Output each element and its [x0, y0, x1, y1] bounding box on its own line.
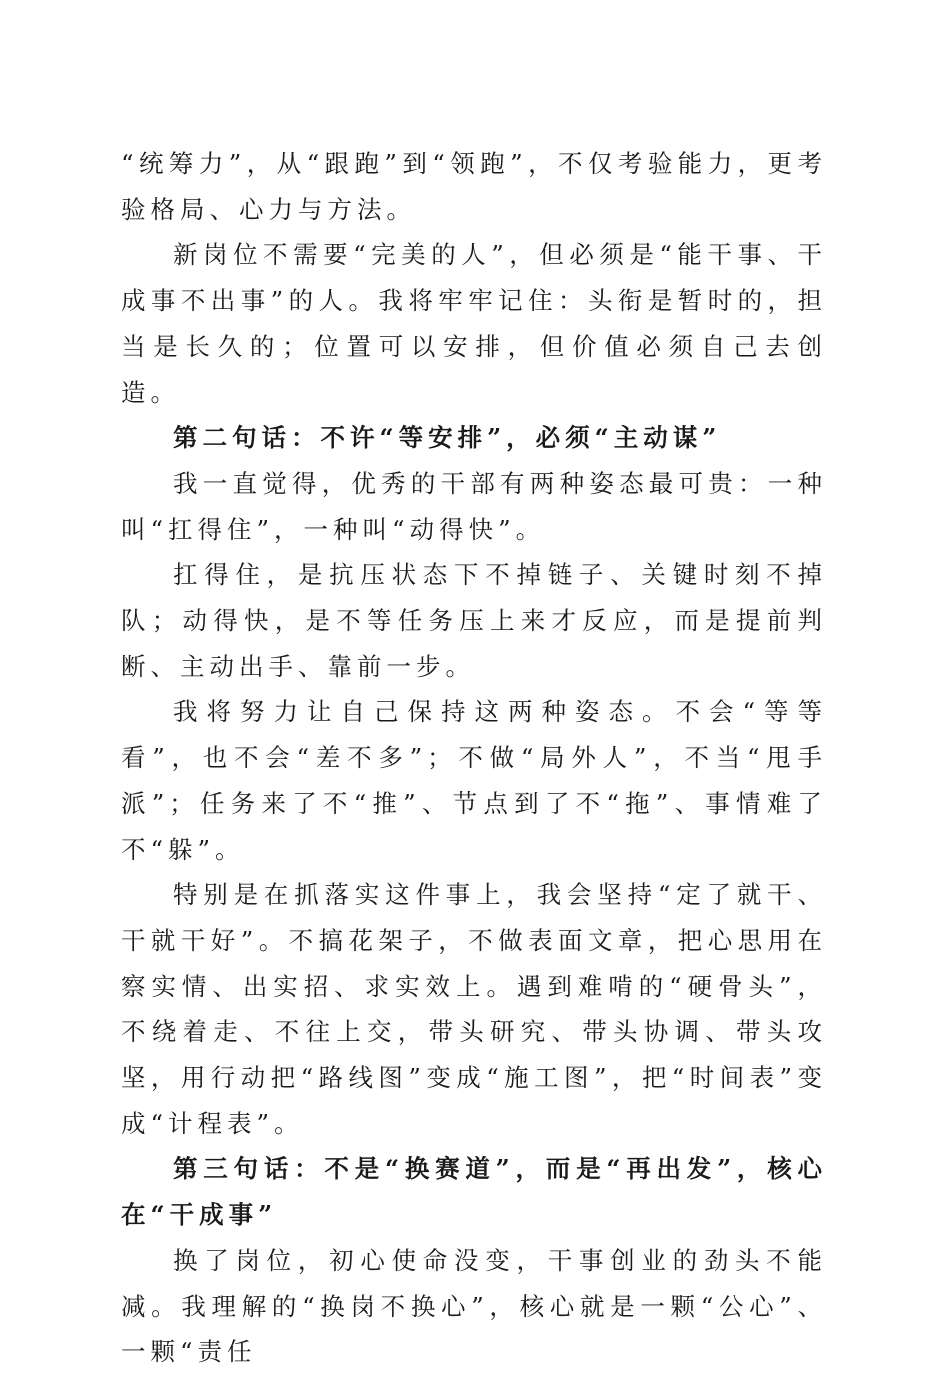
paragraph-continued: “统筹力”，从“跟跑”到“领跑”，不仅考验能力，更考验格局、心力与方法。 [121, 149, 827, 224]
paragraph-commitment: 我将努力让自己保持这两种姿态。不会“等等看”，也不会“差不多”；不做“局外人”，不当“甩手派”；任务来了不“推”、节点到了不“拖”、事情难了不“躲”。 [121, 697, 827, 864]
paragraph-new-position: 换了岗位，初心使命没变，干事创业的劲头不能减。我理解的“换岗不换心”，核心就是一颗“公心”、一颗“责任 [121, 1245, 827, 1367]
paragraph-two-postures: 我一直觉得，优秀的干部有两种姿态最可贵：一种叫“扛得住”，一种叫“动得快”。 [121, 468, 827, 544]
document-body [121, 141, 827, 1375]
paragraph-implementation: 特别是在抓落实这件事上，我会坚持“定了就干、干就干好”。不搞花架子，不做表面文章，把心思用在察实情、出实招、求实效上。遇到难啃的“硬骨头”，不绕着走、不往上交，带头研究、带头协调、带头攻坚，用行动把“路线图”变成“施工图”，把“时间表”变成“计程表”。 [121, 880, 827, 1138]
section-heading-second: 第二句话：不许“等安排”，必须“主动谋” [173, 423, 722, 453]
paragraph-new-post: 新岗位不需要“完美的人”，但必须是“能干事、干成事不出事”的人。我将牢牢记住：头衔是暂时的，担当是长久的；位置可以安排，但价值必须自己去创造。 [121, 240, 827, 407]
paragraph-withstand: 扛得住，是抗压状态下不掉链子、关键时刻不掉队；动得快，是不等任务压上来才反应，而是提前判断、主动出手、靠前一步。 [121, 560, 827, 681]
section-heading-third: 第三句话：不是“换赛道”，而是“再出发”，核心在“干成事” [121, 1154, 827, 1230]
